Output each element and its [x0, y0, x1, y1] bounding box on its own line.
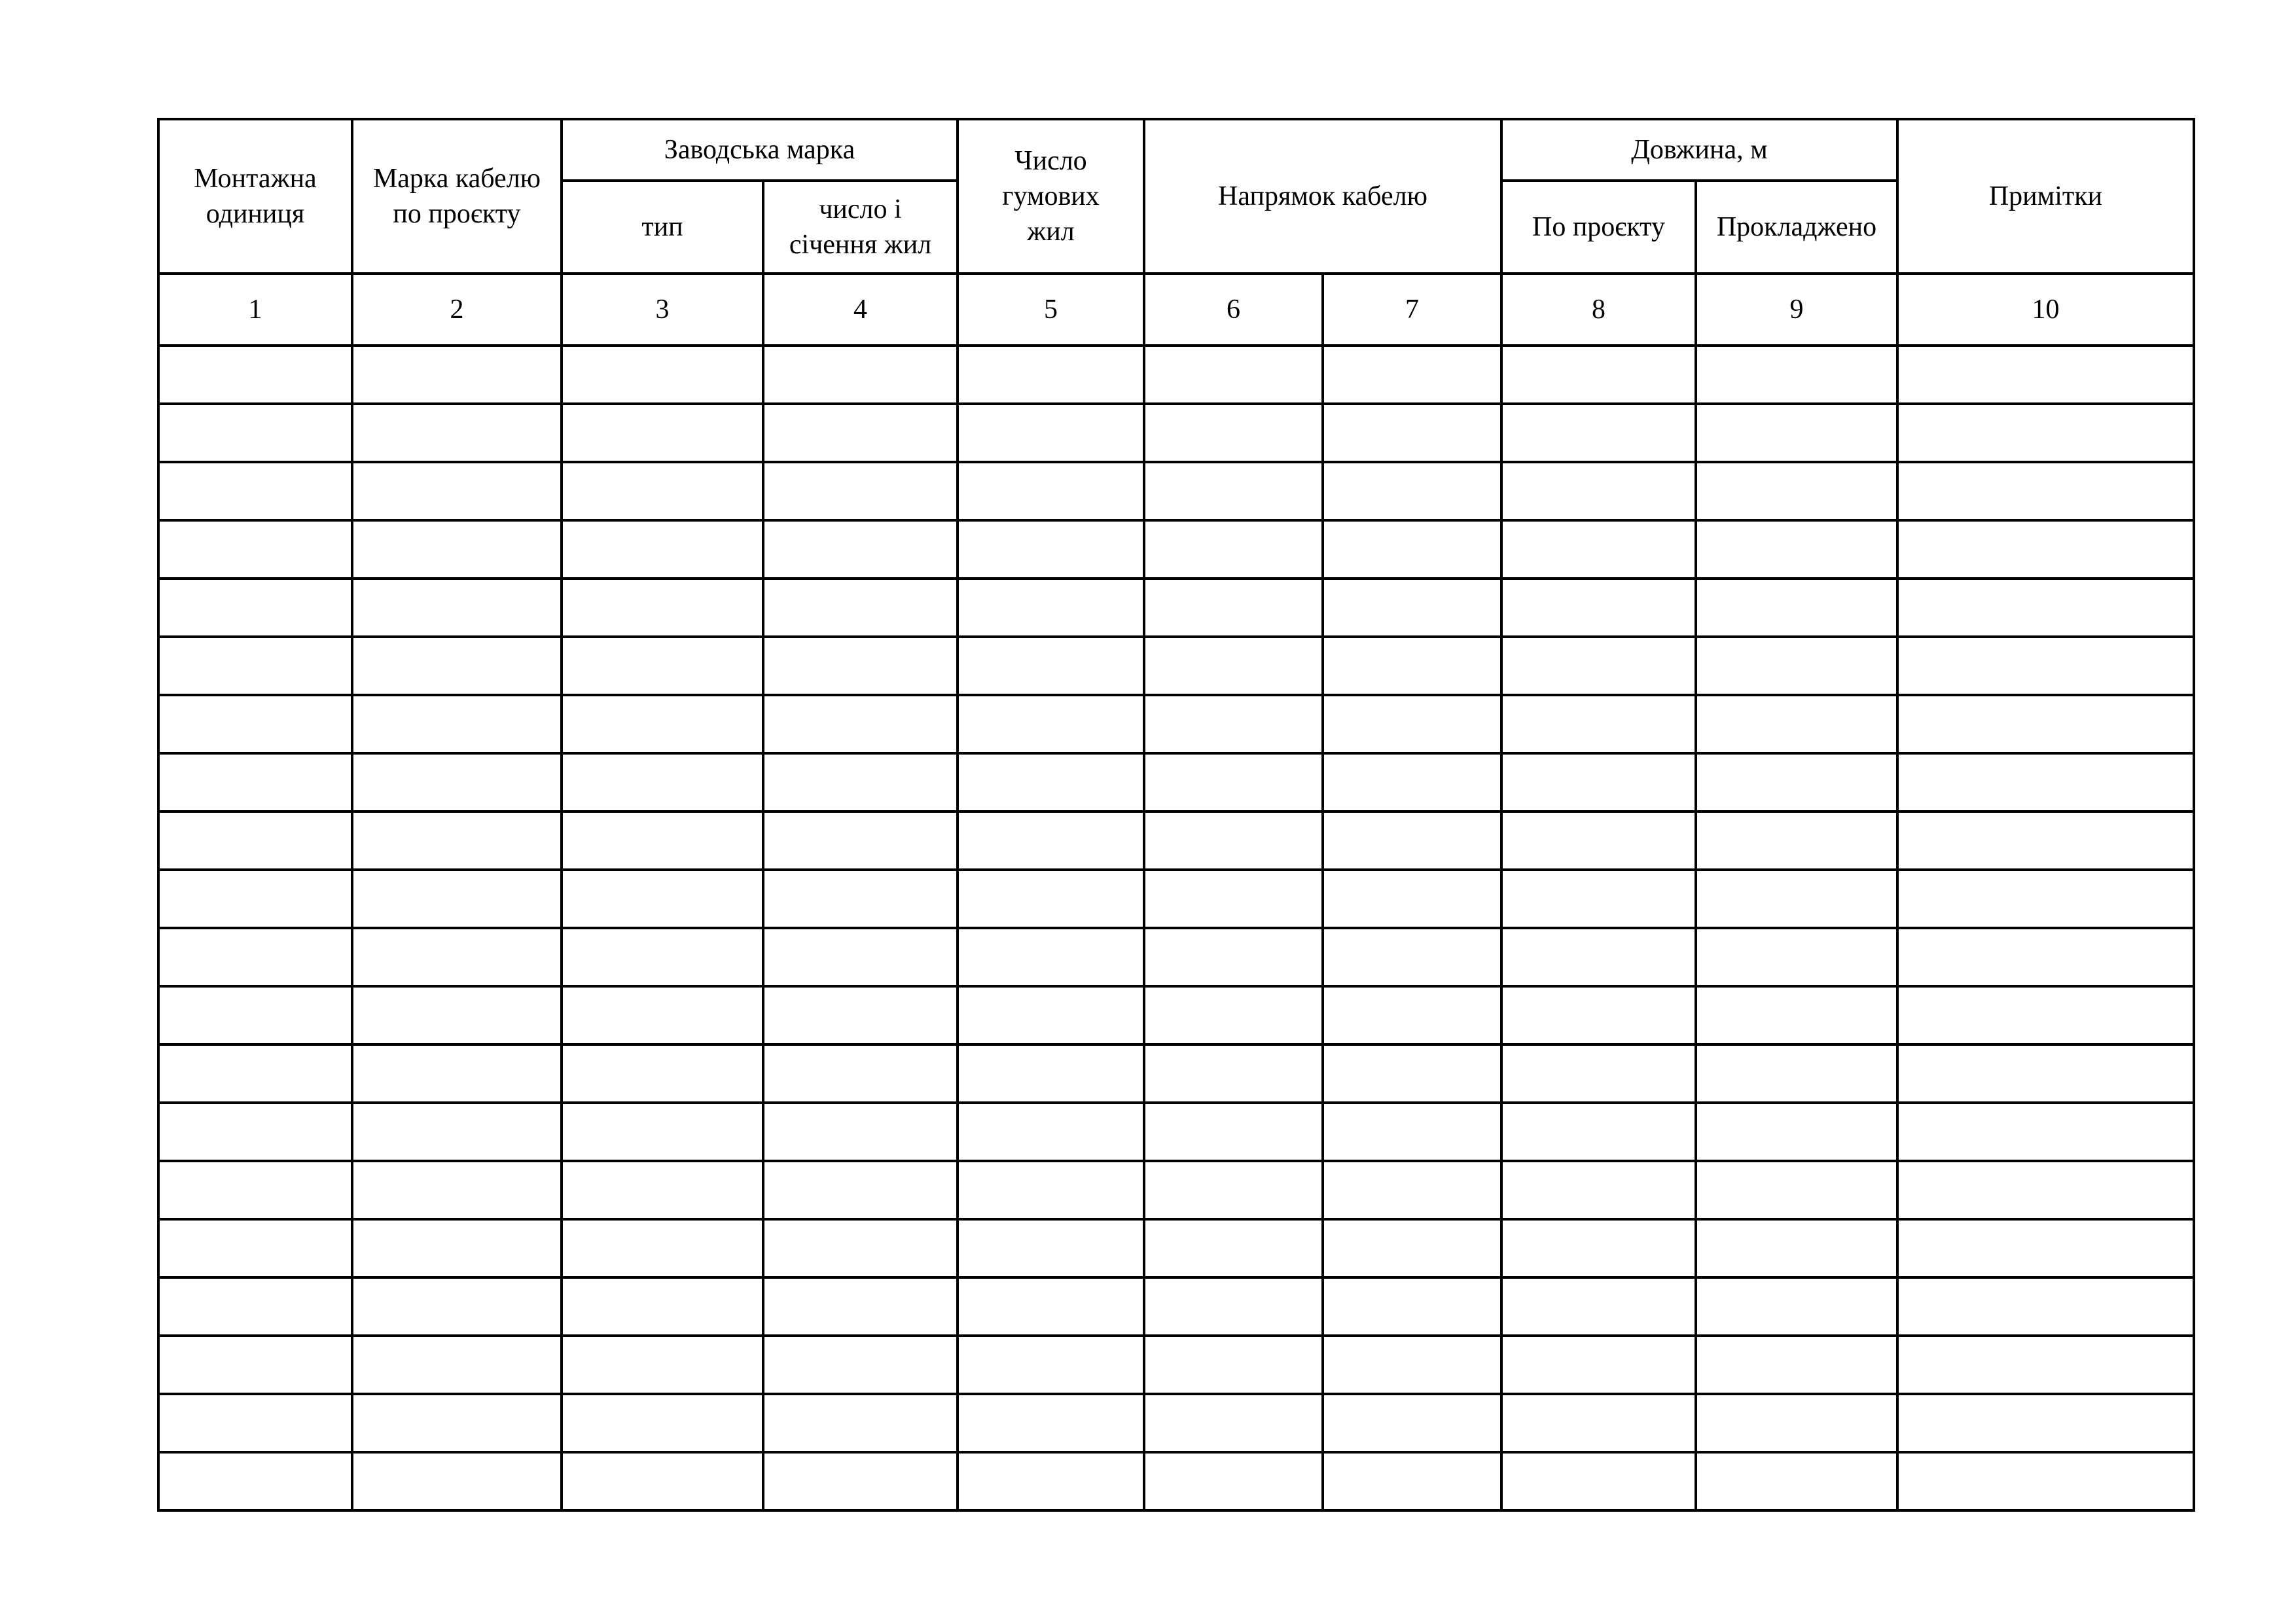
header-mounting-unit	[158, 119, 352, 274]
table-cell	[1897, 579, 2194, 637]
table-row	[158, 520, 2194, 579]
table-cell	[562, 1394, 763, 1452]
table-cell	[1696, 404, 1897, 462]
table-cell	[1323, 1452, 1501, 1510]
table-cell	[352, 1452, 562, 1510]
table-cell	[1144, 1219, 1323, 1277]
table-cell	[1501, 695, 1696, 753]
table-row	[158, 1452, 2194, 1510]
table-cell	[958, 928, 1144, 986]
table-cell	[1144, 928, 1323, 986]
table-cell	[1144, 579, 1323, 637]
table-cell	[1323, 637, 1501, 695]
table-cell	[158, 986, 352, 1044]
table-cell	[763, 1394, 958, 1452]
header-cable-direction-label: Напрямок кабелю	[1218, 181, 1427, 211]
table-cell	[763, 1219, 958, 1277]
column-number: 10	[1897, 274, 2194, 346]
table-cell	[1897, 1336, 2194, 1394]
table-cell	[1501, 928, 1696, 986]
column-number: 4	[763, 274, 958, 346]
column-number: 5	[958, 274, 1144, 346]
table-cell	[1897, 812, 2194, 870]
table-cell	[562, 1161, 763, 1219]
table-cell	[352, 462, 562, 520]
table-row	[158, 637, 2194, 695]
table-cell	[1501, 346, 1696, 404]
table-cell	[158, 1103, 352, 1161]
table-cell	[1323, 462, 1501, 520]
header-notes-label: Примітки	[1988, 181, 2103, 211]
table-cell	[1696, 1336, 1897, 1394]
table-cell	[1144, 986, 1323, 1044]
table-cell	[1501, 579, 1696, 637]
table-cell	[158, 928, 352, 986]
table-cell	[352, 1336, 562, 1394]
table-cell	[1323, 695, 1501, 753]
table-cell	[1897, 870, 2194, 928]
table-cell	[763, 1161, 958, 1219]
table-cell	[562, 1336, 763, 1394]
table-cell	[763, 753, 958, 812]
table-cell	[158, 346, 352, 404]
header-length-laid	[1696, 181, 1897, 274]
table-cell	[562, 812, 763, 870]
table-row	[158, 346, 2194, 404]
column-number: 2	[352, 274, 562, 346]
table-cell	[1323, 346, 1501, 404]
table-cell	[958, 1103, 1144, 1161]
table-cell	[158, 1161, 352, 1219]
table-cell	[1144, 1161, 1323, 1219]
table-row	[158, 812, 2194, 870]
table-cell	[1897, 1044, 2194, 1103]
table-cell	[562, 404, 763, 462]
table-cell	[1501, 404, 1696, 462]
table-cell	[1144, 870, 1323, 928]
table-cell	[1323, 1336, 1501, 1394]
table-row	[158, 695, 2194, 753]
table-cell	[1323, 1044, 1501, 1103]
table-cell	[958, 870, 1144, 928]
table-cell	[158, 1277, 352, 1336]
table-cell	[763, 812, 958, 870]
header-mounting-unit-label: Монтажна одиниця	[194, 164, 317, 229]
table-cell	[1144, 1452, 1323, 1510]
table-cell	[158, 462, 352, 520]
table-cell	[763, 462, 958, 520]
table-cell	[158, 1336, 352, 1394]
table-cell	[1144, 1044, 1323, 1103]
table-cell	[1323, 753, 1501, 812]
table-cell	[1897, 1452, 2194, 1510]
header-cable-direction	[1144, 119, 1501, 274]
table-cell	[763, 986, 958, 1044]
table-cell	[1501, 462, 1696, 520]
table-cell	[1897, 1394, 2194, 1452]
table-cell	[1501, 1394, 1696, 1452]
header-rubber-cores-count-label: Число гумових жил	[1002, 146, 1100, 247]
header-cable-brand-project	[352, 119, 562, 274]
table-row	[158, 1103, 2194, 1161]
table-cell	[352, 870, 562, 928]
table-cell	[562, 928, 763, 986]
cable-log-table	[157, 118, 2195, 1512]
header-row-top	[158, 119, 2194, 181]
table-cell	[1501, 1103, 1696, 1161]
table-cell	[958, 695, 1144, 753]
table-cell	[158, 1452, 352, 1510]
column-number: 3	[562, 274, 763, 346]
table-cell	[1696, 928, 1897, 986]
table-cell	[763, 1277, 958, 1336]
table-cell	[562, 870, 763, 928]
table-cell	[1144, 1277, 1323, 1336]
table-cell	[1897, 986, 2194, 1044]
table-cell	[562, 1103, 763, 1161]
table-cell	[1696, 1394, 1897, 1452]
table-row	[158, 579, 2194, 637]
table-cell	[562, 346, 763, 404]
table-cell	[958, 1219, 1144, 1277]
header-factory-cores-section	[763, 181, 958, 274]
table-cell	[958, 1277, 1144, 1336]
column-number: 6	[1144, 274, 1323, 346]
table-cell	[958, 1336, 1144, 1394]
table-cell	[1144, 812, 1323, 870]
table-cell	[352, 1044, 562, 1103]
table-cell	[1696, 520, 1897, 579]
column-number: 9	[1696, 274, 1897, 346]
table-cell	[1696, 1219, 1897, 1277]
table-cell	[562, 462, 763, 520]
table-cell	[158, 695, 352, 753]
table-row	[158, 1394, 2194, 1452]
table-cell	[763, 870, 958, 928]
table-row	[158, 1336, 2194, 1394]
table-cell	[1501, 986, 1696, 1044]
table-cell	[352, 812, 562, 870]
table-row	[158, 1161, 2194, 1219]
table-cell	[958, 1452, 1144, 1510]
table-cell	[763, 637, 958, 695]
table-cell	[1696, 812, 1897, 870]
header-factory-brand	[562, 119, 958, 181]
table-cell	[1897, 462, 2194, 520]
table-cell	[158, 1394, 352, 1452]
table-row	[158, 753, 2194, 812]
table-cell	[158, 637, 352, 695]
table-cell	[1897, 753, 2194, 812]
table-cell	[158, 520, 352, 579]
table-cell	[158, 1219, 352, 1277]
table-row	[158, 404, 2194, 462]
table-cell	[352, 579, 562, 637]
table-cell	[562, 579, 763, 637]
table-row	[158, 1219, 2194, 1277]
table-cell	[562, 1277, 763, 1336]
table-cell	[1144, 695, 1323, 753]
table-cell	[158, 1044, 352, 1103]
table-cell	[1323, 928, 1501, 986]
table-cell	[352, 346, 562, 404]
table-cell	[763, 579, 958, 637]
header-factory-type	[562, 181, 763, 274]
table-cell	[1696, 1277, 1897, 1336]
table-cell	[1144, 462, 1323, 520]
table-cell	[1144, 1394, 1323, 1452]
table-cell	[763, 520, 958, 579]
header-notes	[1897, 119, 2194, 274]
header-rubber-cores-count	[958, 119, 1144, 274]
table-cell	[158, 404, 352, 462]
table-cell	[1696, 462, 1897, 520]
table-row	[158, 870, 2194, 928]
table-cell	[352, 986, 562, 1044]
table-cell	[158, 579, 352, 637]
table-cell	[352, 520, 562, 579]
table-cell	[1323, 986, 1501, 1044]
table-cell	[1323, 1277, 1501, 1336]
table-cell	[763, 928, 958, 986]
table-cell	[1323, 812, 1501, 870]
table-cell	[958, 812, 1144, 870]
table-cell	[763, 1103, 958, 1161]
table-cell	[562, 637, 763, 695]
table-cell	[763, 695, 958, 753]
table-cell	[562, 520, 763, 579]
table-cell	[1897, 1277, 2194, 1336]
table-cell	[1501, 637, 1696, 695]
table-cell	[352, 1277, 562, 1336]
table-cell	[1696, 1044, 1897, 1103]
table-cell	[1897, 404, 2194, 462]
header-length	[1501, 119, 1897, 181]
table-cell	[763, 346, 958, 404]
table-cell	[352, 404, 562, 462]
table-cell	[958, 520, 1144, 579]
table-cell	[763, 404, 958, 462]
table-cell	[958, 637, 1144, 695]
column-number: 7	[1323, 274, 1501, 346]
table-cell	[562, 986, 763, 1044]
table-cell	[1696, 870, 1897, 928]
table-cell	[1897, 928, 2194, 986]
table-cell	[1897, 695, 2194, 753]
table-cell	[1696, 579, 1897, 637]
header-factory-type-label: тип	[641, 212, 683, 242]
table-row	[158, 928, 2194, 986]
table-cell	[1897, 1103, 2194, 1161]
table-cell	[562, 1219, 763, 1277]
table-cell	[1501, 1161, 1696, 1219]
table-cell	[1323, 404, 1501, 462]
table-cell	[1897, 520, 2194, 579]
table-cell	[763, 1044, 958, 1103]
table-cell	[958, 986, 1144, 1044]
table-cell	[1501, 812, 1696, 870]
table-cell	[1144, 404, 1323, 462]
header-length-by-project-label: По проєкту	[1532, 212, 1665, 242]
table-cell	[158, 870, 352, 928]
table-cell	[958, 753, 1144, 812]
table-cell	[958, 1161, 1144, 1219]
table-cell	[562, 1452, 763, 1510]
table-cell	[352, 1219, 562, 1277]
header-length-laid-label: Прокладжено	[1716, 212, 1877, 242]
table-cell	[1323, 520, 1501, 579]
table-cell	[1696, 986, 1897, 1044]
table-cell	[763, 1336, 958, 1394]
header-length-label: Довжина, м	[1631, 135, 1768, 165]
table-cell	[1501, 1452, 1696, 1510]
table-cell	[352, 928, 562, 986]
cable-log-sheet	[157, 118, 2193, 1512]
table-cell	[1501, 1336, 1696, 1394]
table-cell	[1696, 753, 1897, 812]
table-cell	[1696, 1452, 1897, 1510]
table-cell	[1501, 1277, 1696, 1336]
table-row	[158, 462, 2194, 520]
table-cell	[1323, 1161, 1501, 1219]
table-cell	[1897, 346, 2194, 404]
table-cell	[1696, 695, 1897, 753]
table-cell	[1144, 637, 1323, 695]
table-cell	[1897, 1219, 2194, 1277]
table-cell	[958, 404, 1144, 462]
table-cell	[562, 1044, 763, 1103]
table-cell	[1144, 753, 1323, 812]
table-cell	[1323, 1103, 1501, 1161]
table-cell	[352, 637, 562, 695]
table-cell	[958, 1044, 1144, 1103]
table-cell	[1897, 637, 2194, 695]
header-factory-cores-section-label: число і січення жил	[789, 194, 932, 260]
table-cell	[1501, 1044, 1696, 1103]
table-cell	[352, 1161, 562, 1219]
table-cell	[352, 695, 562, 753]
table-cell	[1696, 1103, 1897, 1161]
table-row	[158, 986, 2194, 1044]
table-cell	[1323, 1219, 1501, 1277]
table-cell	[1144, 1336, 1323, 1394]
table-cell	[763, 1452, 958, 1510]
table-cell	[958, 1394, 1144, 1452]
table-cell	[1144, 520, 1323, 579]
table-cell	[1897, 1161, 2194, 1219]
table-cell	[352, 1394, 562, 1452]
table-row	[158, 1277, 2194, 1336]
column-number-row	[158, 274, 2194, 346]
header-factory-brand-label: Заводська марка	[664, 135, 855, 165]
table-cell	[1501, 1219, 1696, 1277]
table-cell	[1696, 1161, 1897, 1219]
table-cell	[958, 579, 1144, 637]
table-cell	[1323, 1394, 1501, 1452]
table-cell	[1323, 870, 1501, 928]
table-cell	[1144, 346, 1323, 404]
table-cell	[158, 753, 352, 812]
table-cell	[1501, 870, 1696, 928]
table-cell	[352, 1103, 562, 1161]
table-cell	[1144, 1103, 1323, 1161]
table-cell	[958, 346, 1144, 404]
table-cell	[1501, 753, 1696, 812]
column-number: 8	[1501, 274, 1696, 346]
table-cell	[1323, 579, 1501, 637]
table-cell	[958, 462, 1144, 520]
table-cell	[1501, 520, 1696, 579]
table-cell	[1696, 637, 1897, 695]
table-cell	[562, 753, 763, 812]
header-length-by-project	[1501, 181, 1696, 274]
table-cell	[1696, 346, 1897, 404]
column-number: 1	[158, 274, 352, 346]
table-cell	[562, 695, 763, 753]
table-row	[158, 1044, 2194, 1103]
table-body	[158, 346, 2194, 1510]
header-cable-brand-project-label: Марка кабелю по проєкту	[372, 164, 541, 229]
table-cell	[352, 753, 562, 812]
table-cell	[158, 812, 352, 870]
